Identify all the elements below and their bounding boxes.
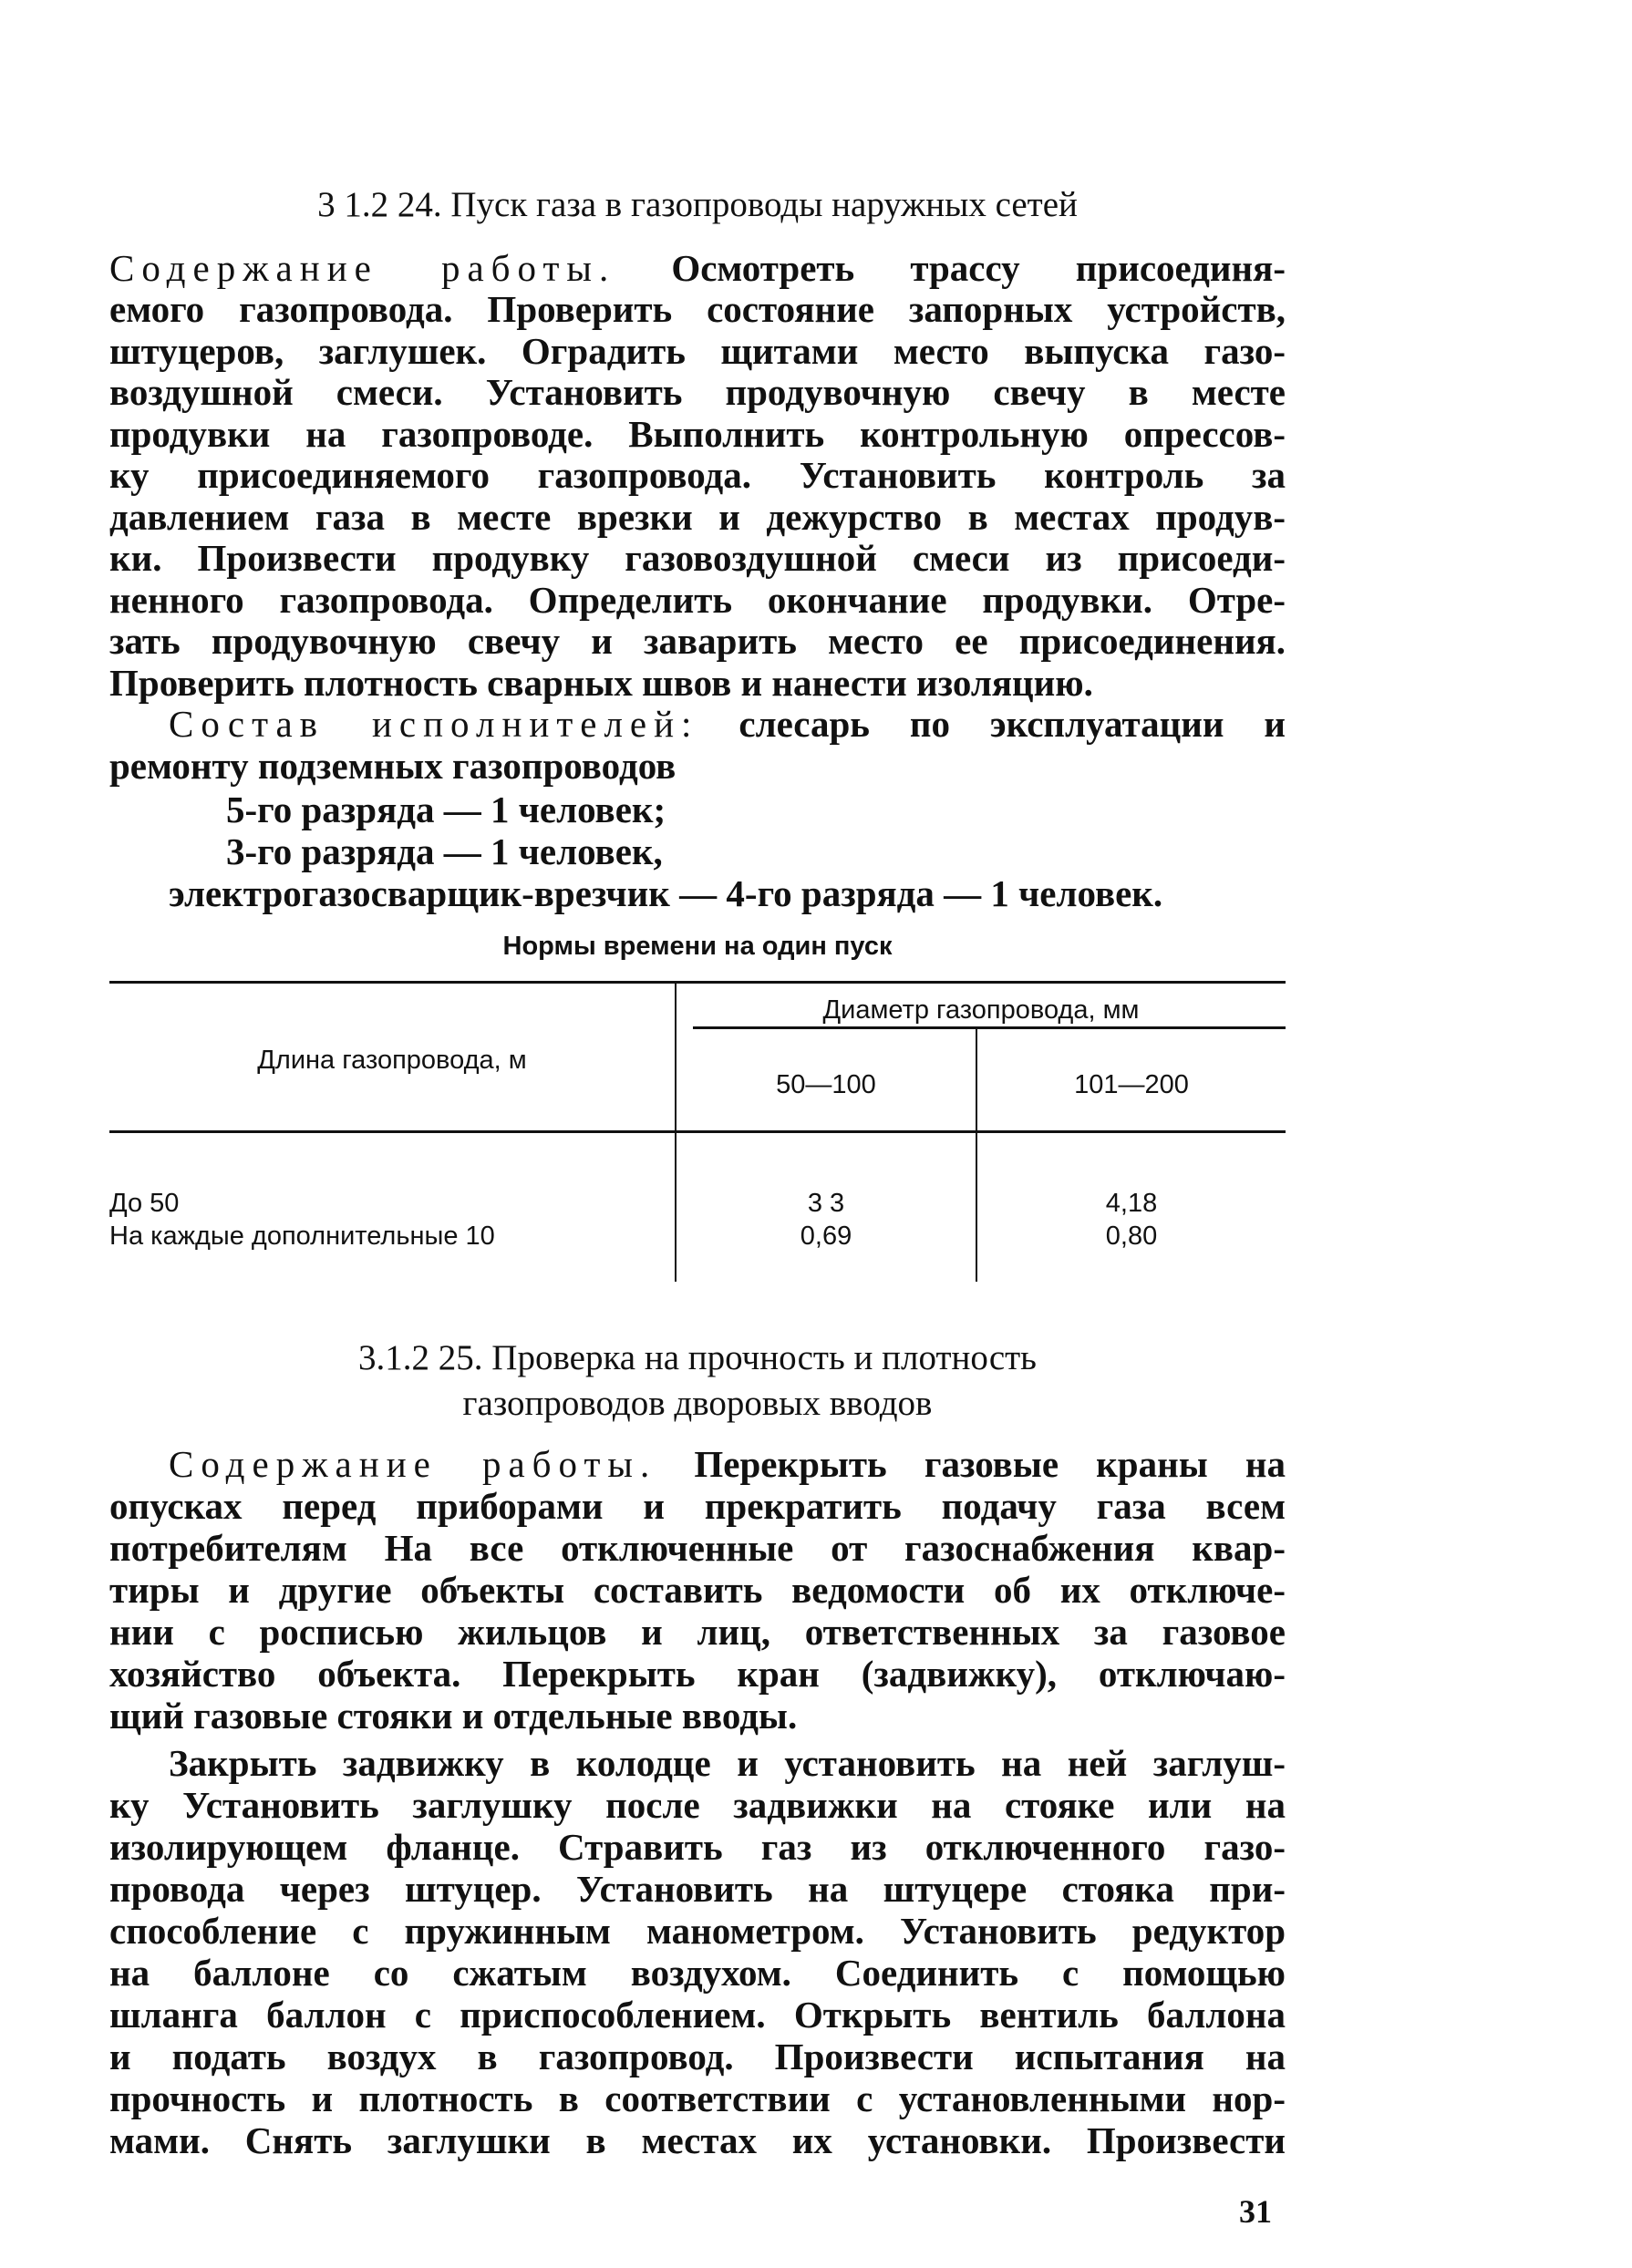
table-group-rule <box>693 1026 1286 1029</box>
staff-item: 5-го разряда — 1 человек; <box>226 789 666 830</box>
section-title-line2: газопроводов дворовых вводов <box>462 1384 933 1423</box>
paragraph-line: изолирующем фланце. Стравить газ из отключенного газо- <box>109 1826 1286 1868</box>
paragraph-line: хозяйство объекта. Перекрыть кран (задвижку), отключаю- <box>109 1653 1286 1695</box>
paragraph-line: ремонту подземных газопроводов <box>109 745 677 787</box>
table-col-header: 50—100 <box>776 1070 876 1099</box>
paragraph-line: воздушной смеси. Установить продувочную свечу в месте <box>109 371 1286 413</box>
paragraph-line: штуцеров, заглушек. Оградить щитами место выпуска газо- <box>109 330 1286 372</box>
paragraph-line: Содержание работы. Осмотреть трассу присоединя- <box>109 247 1286 289</box>
paragraph-line: ненного газопровода. Определить окончание продувки. Отре- <box>109 579 1286 621</box>
staff-item: 3-го разряда — 1 человек, <box>226 830 663 872</box>
paragraph-line: щий газовые стояки и отдельные вводы. <box>109 1695 798 1737</box>
table-col-header: 101—200 <box>1074 1070 1189 1099</box>
paragraph-line: способление с пружинным манометром. Установить редуктор <box>109 1910 1286 1952</box>
paragraph-line: продувки на газопроводе. Выполнить контрольную опрессов- <box>109 413 1286 455</box>
staff-item: электрогазосварщик-врезчик — 4-го разряда — 1 человек. <box>169 872 1163 914</box>
paragraph-line: провода через штуцер. Установить на штуцере стояка при- <box>109 1868 1286 1910</box>
paragraph-line: на баллоне со сжатым воздухом. Соединить с помощью <box>109 1952 1286 1994</box>
paragraph-line: потребителям На все отключенные от газоснабжения квар- <box>109 1527 1286 1569</box>
paragraph-line: нии с росписью жильцов и лиц, ответственных за газовое <box>109 1611 1286 1653</box>
paragraph-line: Проверить плотность сварных швов и нанести изоляцию. <box>109 662 1093 704</box>
paragraph-line: ку Установить заглушку после задвижки на стояке или на <box>109 1784 1286 1826</box>
paragraph-line: тиры и другие объекты составить ведомости об их отключе- <box>109 1569 1286 1611</box>
paragraph-line: давлением газа в месте врезки и дежурство в местах продув- <box>109 496 1286 538</box>
table-top-rule <box>109 981 1286 984</box>
table-cell: 3 3 <box>807 1189 845 1218</box>
paragraph-line: шланга баллон с приспособлением. Открыть вентиль баллона <box>109 1994 1286 2036</box>
content-label: Содержание работы. <box>169 1443 657 1485</box>
paragraph-line: Содержание работы. Перекрыть газовые краны на <box>169 1443 1286 1485</box>
paragraph-line: зать продувочную свечу и заварить место ее присоединения. <box>109 620 1286 662</box>
table-row-label: До 50 <box>109 1189 180 1218</box>
section-title: 3.1.2 25. Проверка на прочность и плотность <box>358 1338 1037 1377</box>
paragraph-line: емого газопровода. Проверить состояние запорных устройств, <box>109 288 1286 330</box>
paragraph-line: Состав исполнителей: слесарь по эксплуатации и <box>169 703 1286 745</box>
table-row-label: На каждые дополнительные 10 <box>109 1222 495 1251</box>
page-number: 31 <box>1239 2193 1272 2230</box>
paragraph-line: опусках перед приборами и прекратить подачу газа всем <box>109 1485 1286 1527</box>
table-header-rule <box>109 1130 1286 1133</box>
paragraph-line: прочность и плотность в соответствии с установленными нор- <box>109 2077 1286 2119</box>
table-group-header: Диаметр газопровода, мм <box>822 995 1140 1025</box>
paragraph-line: ку присоединяемого газопровода. Установить контроль за <box>109 454 1286 496</box>
section-title: 3 1.2 24. Пуск газа в газопроводы наружных сетей <box>317 185 1078 224</box>
paragraph-line: мами. Снять заглушки в местах их установки. Произвести <box>109 2119 1286 2161</box>
table-caption: Нормы времени на один пуск <box>502 932 893 961</box>
paragraph-line: ки. Произвести продувку газовоздушной смеси из присоеди- <box>109 537 1286 579</box>
paragraph-line: и подать воздух в газопровод. Произвести испытания на <box>109 2036 1286 2077</box>
content-label: Содержание работы. <box>109 247 616 289</box>
paragraph-line: Закрыть задвижку в колодце и установить на ней заглуш- <box>169 1742 1286 1784</box>
table-cell: 4,18 <box>1105 1189 1158 1218</box>
staff-label: Состав исполнителей: <box>169 703 699 745</box>
table-cell: 0,69 <box>800 1222 852 1251</box>
table-row-header: Длина газопровода, м <box>257 1046 527 1075</box>
table-cell: 0,80 <box>1105 1222 1158 1251</box>
